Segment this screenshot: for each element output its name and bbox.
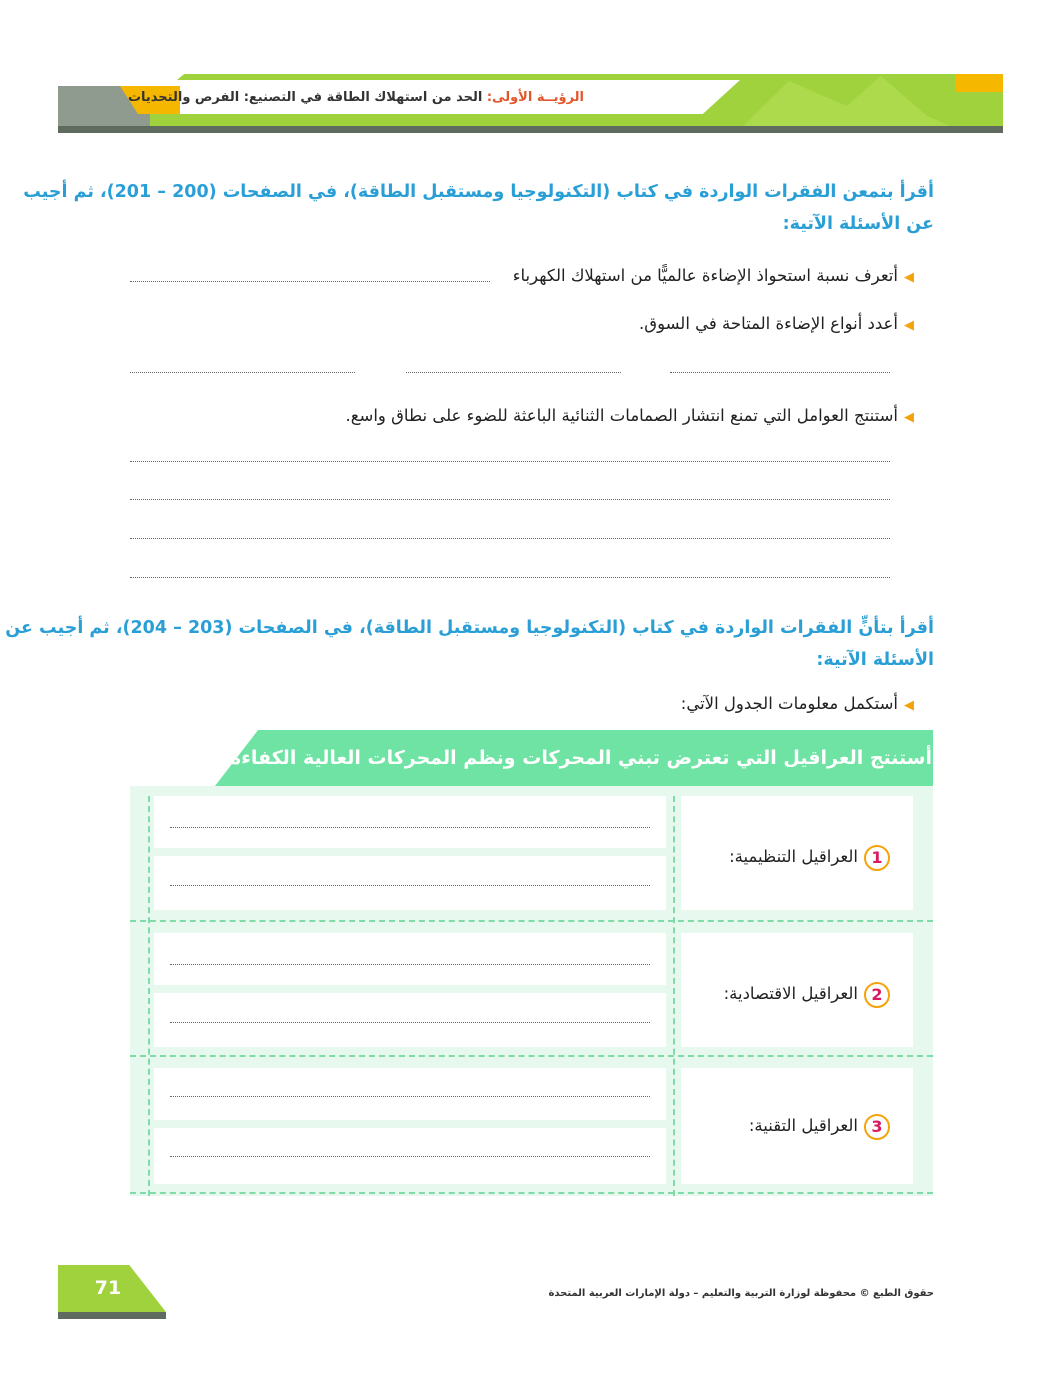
answer-line[interactable] (130, 498, 890, 500)
header-label: الرؤيــة الأولى: (486, 90, 584, 105)
table-divider (130, 920, 933, 922)
bullet-arrow-icon: ◀ (904, 270, 914, 285)
section1-instruction-line1: أقرأ بتمعن الفقرات الواردة في كتاب (التكنولوجيا ومستقبل الطاقة)، في الصفحات (200 – 201)، ثم أجيب (23, 182, 934, 202)
table-divider (148, 796, 150, 1196)
page-number: 71 (94, 1277, 122, 1299)
question-2-text: أعدد أنواع الإضاءة المتاحة في السوق. (639, 314, 898, 333)
header-underline (58, 126, 1003, 133)
question-1 (513, 262, 914, 292)
answer-line[interactable] (170, 963, 650, 965)
bullet-arrow-icon: ◀ (904, 698, 914, 713)
page-number-underline (58, 1312, 166, 1319)
answer-cell[interactable] (154, 933, 666, 985)
section2-instruction (5, 612, 934, 676)
table-row-label (749, 1112, 890, 1140)
question-3-text: أستنتج العوامل التي تمنع انتشار الصمامات الثنائية الباعثة للضوء على نطاق واسع. (345, 406, 898, 425)
row-number-badge: 1 (864, 845, 890, 871)
answer-line[interactable] (130, 460, 890, 462)
answer-line[interactable] (670, 371, 890, 373)
answer-cell[interactable] (154, 856, 666, 910)
answer-cell[interactable] (154, 1068, 666, 1120)
answer-cell[interactable] (154, 993, 666, 1047)
answer-line[interactable] (130, 280, 490, 282)
row-label-text: العراقيل الاقتصادية: (723, 984, 858, 1003)
answer-line[interactable] (406, 371, 621, 373)
header-accent-yellow-right (955, 74, 1003, 92)
section2-instruction-line1: أقرأ بتأنٍّ الفقرات الواردة في كتاب (التكنولوجيا ومستقبل الطاقة)، في الصفحات (203 – 204)، ثم أجيب عن (5, 618, 934, 638)
question-1-text: أتعرف نسبة استحواذ الإضاءة عالميًّا من استهلاك الكهرباء (512, 266, 898, 285)
row-label-text: العراقيل التقنية: (748, 1116, 858, 1135)
bullet-arrow-icon: ◀ (904, 410, 914, 425)
question-3 (345, 402, 914, 432)
table-row-label (729, 843, 890, 871)
row-number-badge: 3 (864, 1114, 890, 1140)
table-divider (130, 1055, 933, 1057)
answer-line[interactable] (170, 1095, 650, 1097)
section1-instruction (23, 176, 934, 240)
section1-instruction-line2: عن الأسئلة الآتية: (782, 214, 934, 234)
answer-line[interactable] (170, 1155, 650, 1157)
question-table-text: أستكمل معلومات الجدول الآتي: (680, 694, 898, 713)
header-title-text: الحد من استهلاك الطاقة في التصنيع: الفرص والتحديات (127, 90, 483, 105)
table-title: أستنتج العراقيل التي تعترض تبني المحركات ونظم المحركات العالية الكفاءة: (222, 747, 932, 769)
question-table (681, 690, 914, 720)
answer-line[interactable] (170, 826, 650, 828)
table-divider (130, 1192, 933, 1194)
table-divider (673, 796, 675, 1196)
table-row-label (724, 980, 890, 1008)
question-2 (639, 310, 914, 340)
answer-line[interactable] (130, 576, 890, 578)
row-label-text: العراقيل التنظيمية: (729, 847, 858, 866)
row-number-badge: 2 (864, 982, 890, 1008)
answer-line[interactable] (170, 884, 650, 886)
copyright-notice: حقوق الطبع © محفوظة لوزارة التربية والتعليم – دولة الإمارات العربية المتحدة (548, 1288, 934, 1299)
answer-line[interactable] (130, 537, 890, 539)
section2-instruction-line2: الأسئلة الآتية: (816, 650, 934, 670)
answer-line[interactable] (170, 1021, 650, 1023)
answer-cell[interactable] (154, 796, 666, 848)
header-title (128, 86, 584, 110)
answer-line[interactable] (130, 371, 355, 373)
bullet-arrow-icon: ◀ (904, 318, 914, 333)
